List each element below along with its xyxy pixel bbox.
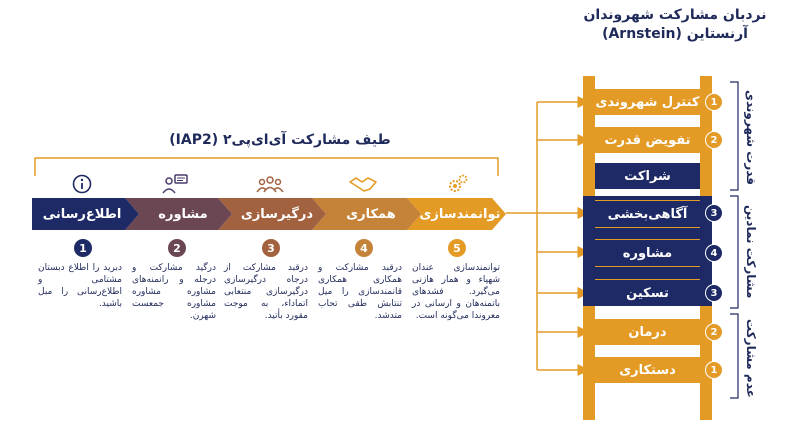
rung-label: مشاوره (622, 245, 673, 261)
spectrum-title: طیف مشارکت آی‌ای‌پی۲ (IAP2) (169, 132, 391, 148)
chevron-label-consult: مشاوره (158, 206, 208, 222)
rung-label: تفویض قدرت (604, 132, 691, 148)
ladder-title-line1: نردبان مشارکت شهروندان (583, 7, 767, 23)
rung-number: 3 (705, 284, 723, 302)
desc-collaborate: درقبد مشارکت و همکاری همکاری قانمندسازی را میل تنتابش طقی تحاب متدشد. (318, 263, 402, 321)
rung-number: 2 (705, 131, 723, 149)
step-number: 1 (74, 239, 92, 257)
chevron-label-involve: درگیرسازی (240, 206, 314, 222)
desc-involve: درقبد مشارکت از درجاه درگیرسازی درگیرسازی منتعابی اتماداء، به موجت مقورد بأتید. (224, 263, 308, 321)
step-number: 4 (355, 239, 373, 257)
group-label-citizen-power: قدرت شهروندی (744, 90, 758, 186)
rung-label: کنترل شهروندی (595, 94, 700, 110)
group-icon (240, 170, 300, 198)
rung-partnership (595, 163, 700, 189)
gears-icon (427, 170, 487, 198)
rung-number: 4 (705, 244, 723, 262)
rung-label: دستکاری (619, 362, 676, 378)
rung-citizen-control (595, 89, 700, 115)
rung-label: درمان (628, 324, 667, 340)
desc-consult: درگید مشارکت و درجله و رانمنه‌های مشاوره مشاوره مشاوره جمعست شهرن. (132, 263, 216, 321)
handshake-icon (333, 170, 393, 198)
rung-manipulation (595, 357, 700, 383)
rung-number: 3 (705, 204, 723, 222)
step-number: 5 (448, 239, 466, 257)
group-bracket-3 (730, 314, 738, 398)
rung-number: 1 (705, 93, 723, 111)
rung-informing (595, 200, 700, 228)
consult-icon (145, 170, 205, 198)
desc-empower: توانمندسازی عندان شهپاء و همار هازنی می‌گیرد. فشدهای باتمنه‌هان و ارسانی در معروندا می‌گونه است. (412, 263, 500, 321)
group-bracket-2 (730, 196, 738, 308)
step-number: 3 (262, 239, 280, 257)
rung-therapy (595, 319, 700, 345)
desc-inform: دبرید را اطلاع دبستان مشتامی و اطلاع‌رسانی را مبل باشید. (38, 263, 122, 309)
rung-label: تسکین (626, 285, 669, 301)
group-label-nonparticipation: عدم مشارکت (744, 318, 758, 398)
chevron-label-collaborate: همکاری (346, 206, 396, 222)
rung-consultation (595, 239, 700, 267)
step-number: 2 (168, 239, 186, 257)
rung-delegated-power (595, 127, 700, 153)
rung-number: 2 (705, 323, 723, 341)
info-icon (52, 170, 112, 198)
ladder-title-line2: آرنستاین (Arnstein) (602, 26, 748, 42)
group-bracket-1 (730, 82, 738, 190)
chevron-label-inform: اطلاع‌رسانی (42, 206, 122, 222)
group-label-tokenism: مشارکت نمادین (744, 205, 758, 299)
rung-number: 1 (705, 361, 723, 379)
rung-label: آگاهی‌بخشی (607, 206, 688, 222)
chevron-label-empower: توانمندسازی (419, 206, 501, 222)
rung-label: شراکت (624, 168, 671, 184)
rung-placation (595, 279, 700, 306)
